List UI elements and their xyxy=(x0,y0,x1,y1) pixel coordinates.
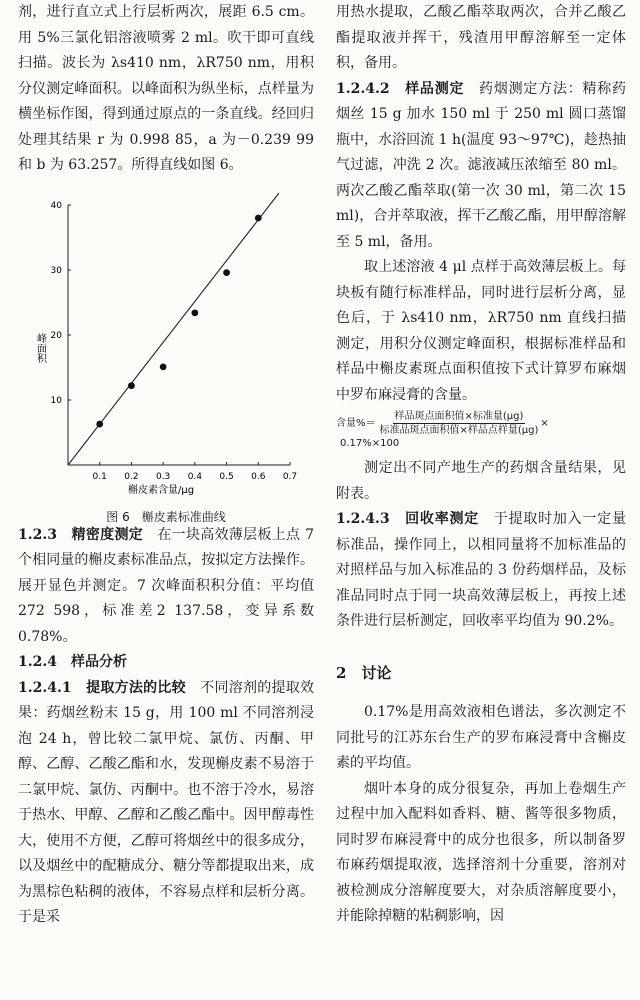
formula-line2: 0.17%×100 xyxy=(340,438,400,449)
y-tick-label: 40 xyxy=(50,200,62,211)
formula-times: × xyxy=(540,418,549,429)
paragraph xyxy=(18,676,314,931)
data-point xyxy=(255,214,262,221)
paragraph: 剂，进行直立式上行层析两次，展距 6.5 cm。用 5%三氯化铝溶液喷雾 2 ml。吹干即可直线扫描。波长为 λs410 nm，λR750 nm，用积分仪测定峰面积。以峰面积为纵坐标，点样量为横坐标作图，得到通过原点的一条直线。经回归处理其结果 r 为 0.998 85，a 为－0.239 99和 b 为 63.257。所得直线如图 6。 xyxy=(18,4,314,173)
paragraph xyxy=(336,77,626,256)
section-heading: 1.2.4.2 样品测定 xyxy=(336,80,465,97)
figure-6 xyxy=(18,183,314,523)
x-tick-label: 0.6 xyxy=(251,471,266,482)
section-heading: 1.2.3 精密度测定 xyxy=(18,526,144,543)
section-text: 于提取时加入一定量标准品，操作同上，以相同量将不加标准品的对照样品与加入标准品的 3 份药烟样品，及标准品同时点于同一块高效薄层板上，再按上述条件进行层析测定，回收率平均值为 90.2%。 xyxy=(336,511,626,629)
y-tick-label: 30 xyxy=(50,265,62,276)
section-heading: 1.2.4.3 回收率测定 xyxy=(336,511,480,527)
paragraph xyxy=(336,507,626,635)
y-tick-label: 10 xyxy=(50,395,62,406)
section-heading: 1.2.4 样品分析 xyxy=(18,654,127,670)
formula-fraction xyxy=(378,410,541,437)
y-axis-label: 峰面积 xyxy=(34,332,46,363)
x-tick-label: 0.2 xyxy=(124,471,139,482)
x-tick-label: 0.1 xyxy=(92,471,107,482)
right-column xyxy=(336,0,626,930)
data-point xyxy=(160,363,167,370)
section-text: 药烟测定方法：精称药烟丝 15 g 加水 150 ml 于 250 ml 圆口蒸馏瓶中，水浴回流 1 h(温度 93～97℃)，趁热抽气过滤，冲洗 2 次。滤液减压浓缩至 80 ml。两次乙酸乙酯萃取(第一次 30 ml，第二次 15 ml)，合并萃取液，挥干乙酸乙酯，用甲醇溶解至 5 ml，备用。 xyxy=(336,80,627,250)
figure-caption: 图 6 槲皮素标准曲线 xyxy=(106,509,226,524)
data-point xyxy=(128,382,135,389)
standard-curve-chart xyxy=(18,183,314,503)
paragraph: 烟叶本身的成分很复杂，再加上卷烟生产过程中加入配料如香料、糖、酱等很多物质，同时罗布麻浸膏中的成分也很多，所以制备罗布麻药烟提取液，选择溶剂十分重要，溶剂对被检测成分溶解度要大，对杂质溶解度要小，并能除掉糖的粘稠影响，因 xyxy=(336,780,626,924)
formula-lhs: 含量%＝ xyxy=(336,418,376,429)
x-tick-label: 0.3 xyxy=(155,471,171,482)
x-tick-label: 0.7 xyxy=(282,471,298,482)
x-axis-label: 槲皮素含量/μg xyxy=(128,484,195,496)
section-heading: 1.2.4.1 提取方法的比较 xyxy=(18,679,186,696)
data-point xyxy=(191,309,198,316)
paragraph: 用热水提取，乙酸乙酯萃取两次，合并乙酸乙酯提取液并挥干，残渣用甲醇溶解至一定体积，备用。 xyxy=(336,4,626,71)
x-tick-label: 0.4 xyxy=(187,471,203,482)
formula-numerator: 样品斑点面积值×标准量(μg) xyxy=(394,411,524,422)
y-tick-label: 20 xyxy=(50,330,62,341)
paragraph: 测定出不同产地生产的药烟含量结果，见附表。 xyxy=(336,460,626,502)
section-text: 不同溶剂的提取效果：药烟丝粉末 15 g，用 100 ml 不同溶剂浸泡 24 h，曾比较二氯甲烷、氯仿、丙酮、甲醇、乙醇、乙酸乙酯和水，发现槲皮素不易溶于二氯甲烷、氯仿、丙酮中。也不溶于冷水，易溶于热水、甲醇、乙醇和乙酸乙酯中。因甲醇毒性大，使用不方便，乙醇可将烟丝中的很多成分，以及烟丝中的配糖成分、糖分等都提取出来，成为黑棕色粘稠的液体，不容易点样和层析分离。于是采 xyxy=(18,679,315,925)
data-point xyxy=(223,269,230,276)
paragraph: 0.17%是用高效液相色谱法，多次测定不同批号的江苏东台生产的罗布麻浸膏中含槲皮素的平均值。 xyxy=(336,704,626,771)
paragraph xyxy=(18,523,314,651)
section-text: 在一块高效薄层板上点 7 个相同量的槲皮素标准品点，按拟定方法操作。展开显色并测定。7 次峰面积积分值：平均值 272 598，标准差2 137.58，变异系数 0.78%。 xyxy=(18,526,315,645)
data-point xyxy=(96,420,103,427)
section-heading-discussion: 2 讨论 xyxy=(336,663,392,682)
content-formula xyxy=(336,410,626,450)
formula-denominator: 标准品斑点面积值×样品点样量(μg) xyxy=(379,425,539,436)
paragraph: 取上述溶液 4 μl 点样于高效薄层板上。每块板有随行标准样品，同时进行层析分离，显色后，于 λs410 nm，λR750 nm 直线扫描测定，用积分仪测定峰面积，根据标准样品和样品中槲皮素斑点面积值按下式计算罗布麻烟中罗布麻浸膏的含量。 xyxy=(336,259,626,403)
x-tick-label: 0.5 xyxy=(219,471,234,482)
left-column xyxy=(18,0,314,931)
